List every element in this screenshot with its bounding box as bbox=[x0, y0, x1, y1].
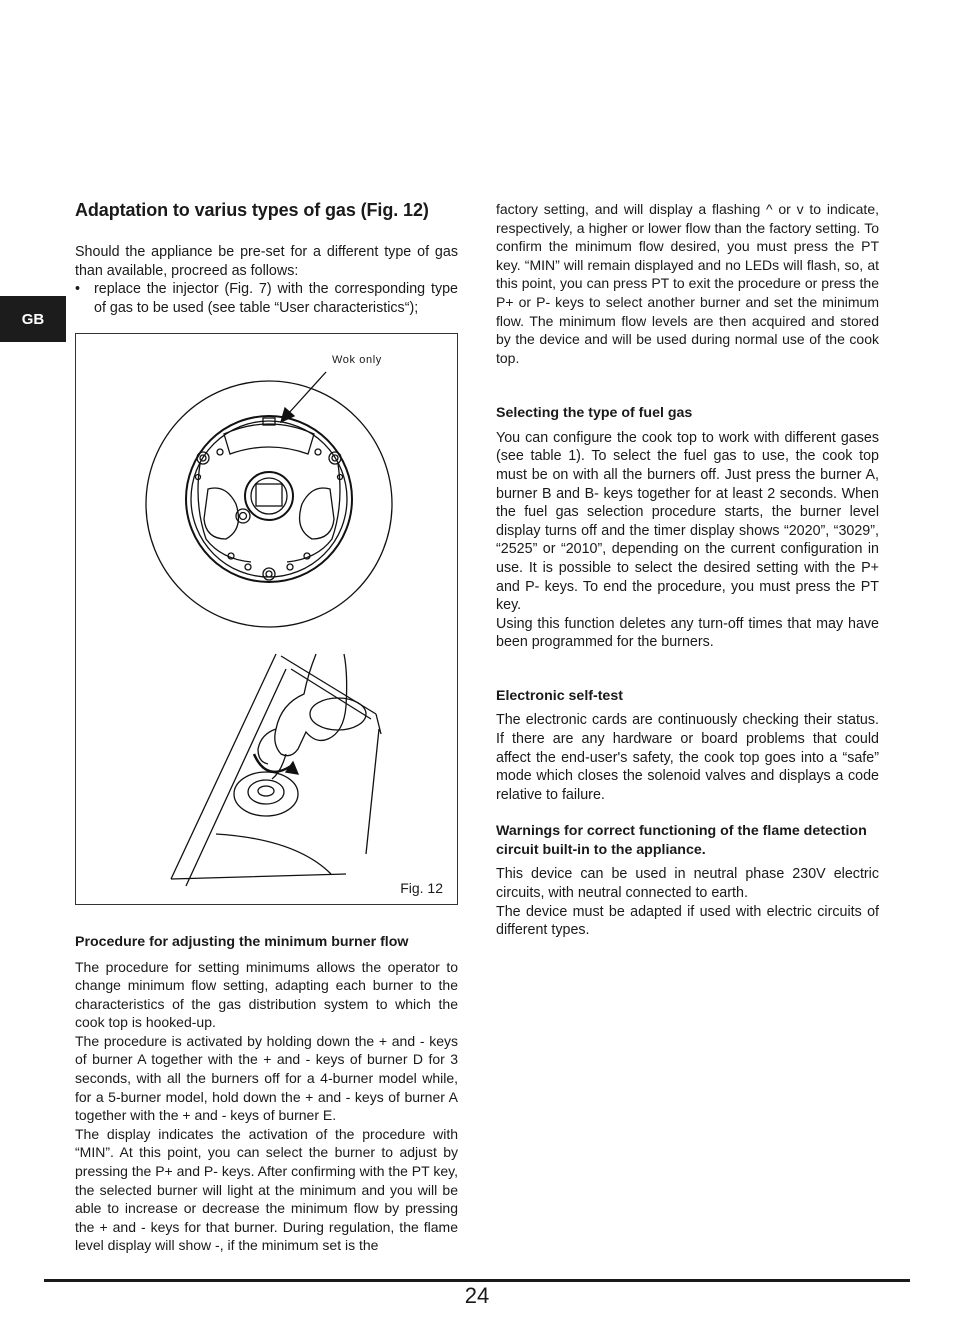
language-tab: GB bbox=[0, 296, 66, 342]
procedure-section bbox=[75, 933, 458, 1255]
footer-rule bbox=[44, 1279, 910, 1282]
page-number: 24 bbox=[464, 1283, 490, 1308]
fuel-gas-paragraph-2: Using this function deletes any turn-off times that may have been programmed for the burners. bbox=[496, 615, 879, 651]
fuel-gas-paragraph-1: You can configure the cook top to work with different gases (see table 1). To select the fuel gas to use, the cook top must be on with all the burners off. Just press the burner A, burner B and B- keys together for at least 2 seconds. When the fuel gas selection procedure starts, the burner level display turns off and the timer display shows “2020”, “3029”, “2525” or “2010”, depending on the current configuration in use. It is possible to select the desired setting with the P+ and P- keys. To end the procedure, you must press the PT key. bbox=[496, 429, 879, 614]
procedure-paragraph-1: The procedure for setting minimums allows the operator to change minimum flow setting, adapting each burner to the characteristics of the gas distribution system to which the cook top is hooked-up. bbox=[75, 958, 458, 1031]
cooktop-edge bbox=[171, 654, 346, 886]
plate-burner bbox=[234, 772, 298, 816]
figure-caption: Fig. 12 bbox=[400, 880, 443, 896]
self-test-title: Electronic self-test bbox=[496, 687, 623, 704]
warnings-paragraph-1: This device can be used in neutral phase 230V electric circuits, with neutral connected to earth. bbox=[496, 866, 879, 902]
warnings-paragraph-2: The device must be adapted if used with electric circuits of different types. bbox=[496, 903, 879, 939]
figure-12 bbox=[75, 333, 458, 905]
procedure-paragraph-3: The display indicates the activation of the procedure with “MIN”. At this point, you can select the burner to adjust by pressing the P+ and P- keys. After confirming with the PT key, the selected burner will light at the minimum and you will be able to increase or decrease the minimum flow by pressing the + and - keys for that burner. During regulation, the flame level display will show -, if the minimum set is the bbox=[75, 1125, 458, 1254]
pointer-line bbox=[288, 372, 326, 414]
top-window bbox=[224, 424, 314, 454]
self-test-paragraph: The electronic cards are continuously checking their status. If there are any hardware or board problems that could affect the end-user's safety, the cook top goes into a “safe” mode which closes the solenoid valves and displays a code relative to failure. bbox=[496, 712, 879, 803]
burner-base bbox=[186, 416, 352, 582]
fuel-gas-title: Selecting the type of fuel gas bbox=[496, 405, 693, 422]
procedure-paragraph-2: The procedure is activated by holding down the + and - keys of burner A together with the + and - keys of burner D for 3 seconds, with all the burners off for a 4-burner model while, for a 5-burner model, hold down the + and - keys of burner A together with the + and - keys of burner E. bbox=[75, 1032, 458, 1124]
procedure-continued: factory setting, and will display a flashing ^ or v to indicate, respectively, a higher or lower flow than the factory setting. To confirm the minimum flow desired, you must press the PT key. “MIN” will remain displayed and no LEDs will flash, so, at this point, you can press PT to exit the procedure or press the P+ or P- keys to select another burner and set the minimum flow. The minimum flow levels are then acquired and stored by the device and will be used during normal use of the cook top. bbox=[496, 201, 879, 366]
warnings-title: Warnings for correct functioning of the flame detection circuit built-in to the appliance. bbox=[496, 823, 867, 858]
right-column bbox=[496, 200, 879, 940]
procedure-title: Procedure for adjusting the minimum burner flow bbox=[75, 934, 409, 950]
bullet-item bbox=[75, 280, 458, 317]
bullet-icon: • bbox=[75, 281, 81, 298]
intro-paragraph: Should the appliance be pre-set for a different type of gas than available, procreed as follows: bbox=[75, 244, 458, 279]
bullet-text: replace the injector (Fig. 7) with the corresponding type of gas to be used (see table “User characteristics“); bbox=[94, 281, 458, 316]
burner-illustration bbox=[76, 334, 457, 904]
section-title: Adaptation to varius types of gas (Fig. 12) bbox=[75, 200, 429, 220]
left-column bbox=[75, 200, 458, 317]
wok-only-label: Wok only bbox=[332, 354, 382, 366]
